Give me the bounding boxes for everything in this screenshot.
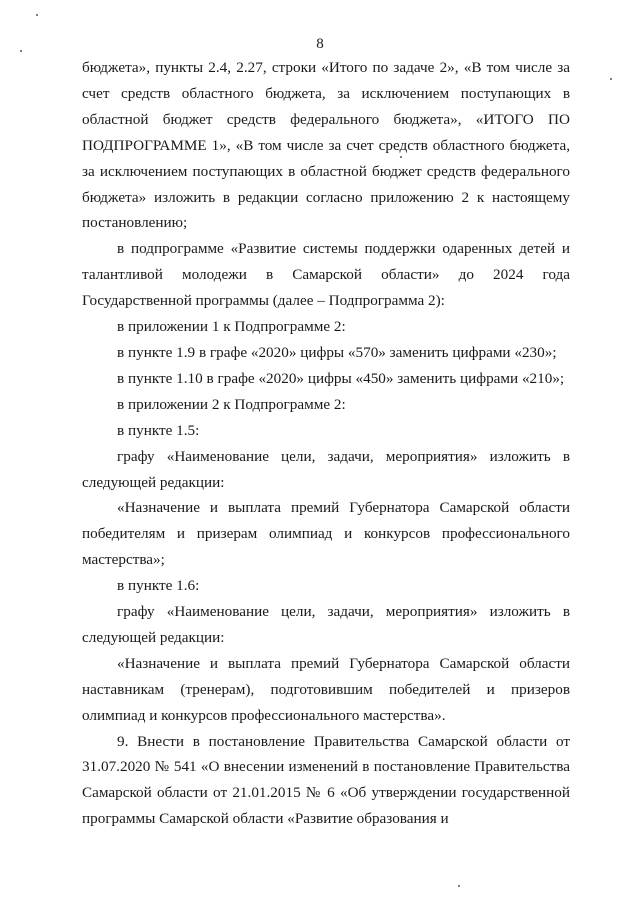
paragraph-quote-mentors: «Назначение и выплата премий Губернатора Самарской области наставникам (тренерам), подготовившим победителей и призеров олимпиад и конкурсов профессионального мастерства». [82, 654, 570, 724]
paragraph-column-name-2: графу «Наименование цели, задачи, мероприятия» изложить в следующей редакции: [82, 603, 570, 646]
paragraph-item-9: 9. Внести в постановление Правительства Самарской области от 31.07.2020 № 541 «О внесении изменений в постановление Правительства Самарской области от 21.01.2015 № 6 «Об утверждении государственной программы Самарской области «Развитие образования и [82, 732, 570, 828]
paragraph-appendix-1: в приложении 1 к Подпрограмме 2: [117, 318, 346, 336]
paragraph-column-name-1: графу «Наименование цели, задачи, мероприятия» изложить в следующей редакции: [82, 447, 570, 491]
scan-speck [36, 14, 38, 16]
paragraph-subprogram-2: в подпрограмме «Развитие системы поддержки одаренных детей и талантливой молодежи в Самарской области» до 2024 года Государственной программы (далее – Подпрограмма 2): [82, 240, 570, 310]
scan-speck [400, 156, 402, 158]
paragraph-item-1-9: в пункте 1.9 в графе «2020» цифры «570» заменить цифрами «230»; [117, 343, 557, 361]
paragraph-quote-winners: «Назначение и выплата премий Губернатора Самарской области победителям и призерам олимпиад и конкурсов профессионального мастерства»; [82, 499, 570, 569]
paragraph-budget-lines: бюджета», пункты 2.4, 2.27, строки «Итого по задаче 2», «В том числе за счет средств областного бюджета, за исключением поступающих в областной бюджет средств федерального бюджета», «ИТОГО ПО ПОДПРОГРАММЕ 1», «В том числе за счет средств областного бюджета, за исключением поступающих в областной бюджет средств федерального бюджета» изложить в редакции согласно приложению 2 к настоящему постановлению; [82, 59, 570, 232]
page-number: 8 [316, 36, 324, 52]
paragraph-appendix-2: в приложении 2 к Подпрограмме 2: [117, 395, 346, 413]
scan-speck [458, 885, 460, 887]
scan-speck [20, 50, 22, 52]
paragraph-item-1-10: в пункте 1.10 в графе «2020» цифры «450» заменить цифрами «210»; [117, 369, 565, 387]
document-body [82, 55, 570, 832]
paragraph-item-1-6: в пункте 1.6: [117, 577, 200, 595]
paragraph-item-1-5: в пункте 1.5: [117, 421, 200, 439]
scan-speck [610, 78, 612, 80]
